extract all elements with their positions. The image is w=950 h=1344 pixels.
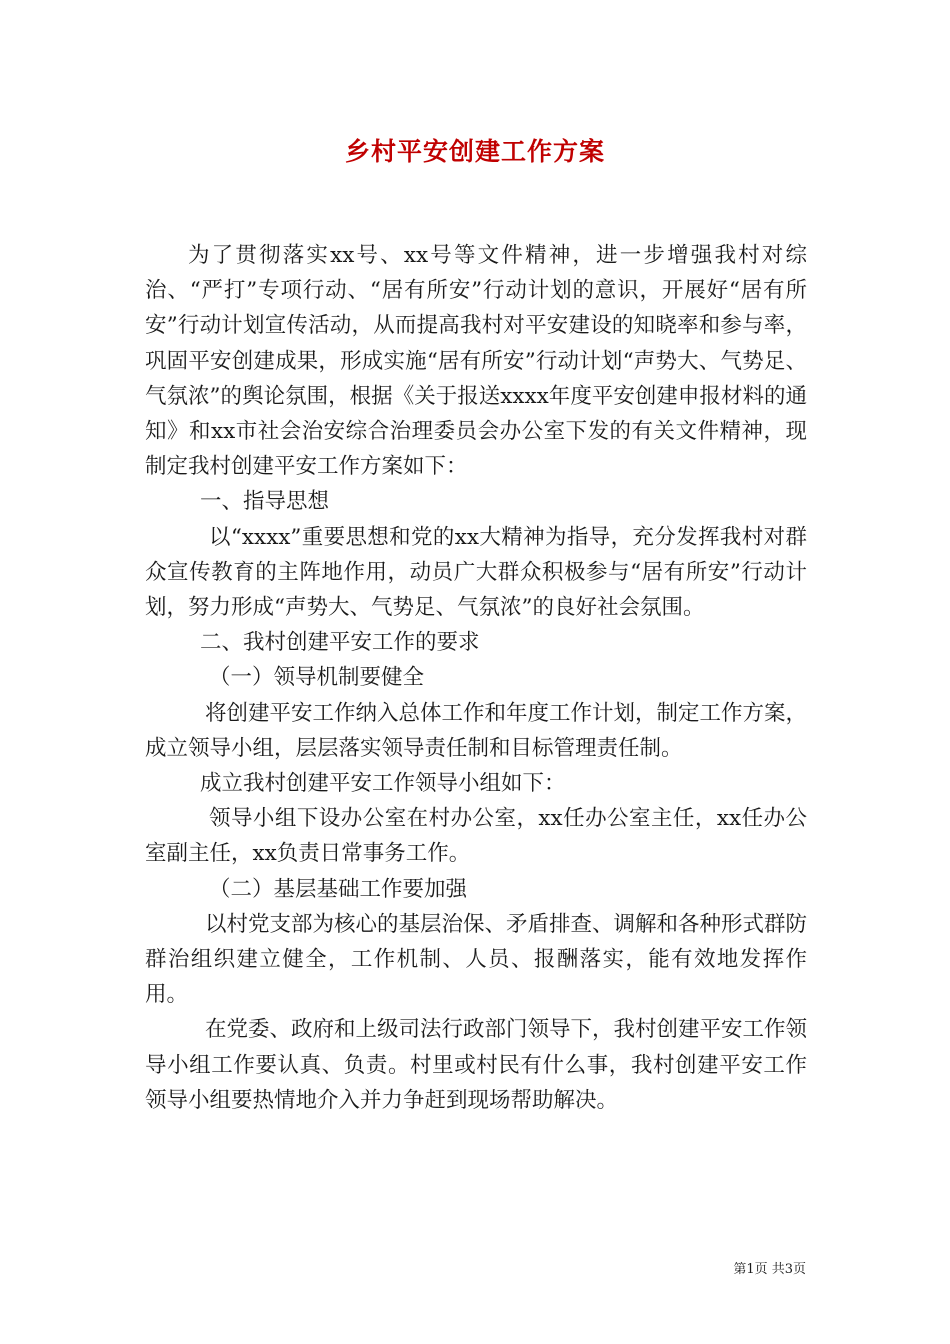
leadership-group-paragraph: 成立我村创建平安工作领导小组如下：: [200, 771, 566, 797]
intro-paragraph: 为了贯彻落实xx号、xx号等文件精神，进一步增强我村对综治、“严打”专项行动、“居有所安”行动计划的意识，开展好“居有所安”行动计划宣传活动，从而提高我村对平安建设的知晓率和参与率，巩固平安创建成果，形成实施“居有所安”行动计划“声势大、气势足、气氛浓”的舆论氛围，根据《关于报送xxxx年度平安创建申报材料的通知》和xx市社会治安综合治理委员会办公室下发的有关文件精神，现制定我村创建平安工作方案如下：: [145, 243, 807, 480]
office-paragraph: 领导小组下设办公室在村办公室，xx任办公室主任，xx任办公室副主任，xx负责日常事务工作。: [145, 806, 807, 867]
page-title: 乡村平安创建工作方案: [344, 137, 605, 166]
leadership-paragraph: 将创建平安工作纳入总体工作和年度工作计划，制定工作方案，成立领导小组，层层落实领导责任制和目标管理责任制。: [145, 700, 808, 761]
section-heading-1: 一、指导思想: [200, 489, 330, 515]
document-body: [145, 238, 807, 1118]
party-committee-paragraph: 在党委、政府和上级司法行政部门领导下，我村创建平安工作领导小组工作要认真、负责。村里或村民有什么事，我村创建平安工作领导小组要热情地介入并力争赶到现场帮助解决。: [145, 1017, 808, 1113]
guiding-thought-paragraph: 以“xxxx”重要思想和党的xx大精神为指导，充分发挥我村对群众宣传教育的主阵地作用，动员广大群众积极参与“居有所安”行动计划，努力形成“声势大、气势足、气氛浓”的良好社会氛围。: [145, 524, 807, 621]
page-number: 第1页 共3页: [733, 1262, 806, 1277]
grassroots-paragraph: 以村党支部为核心的基层治保、矛盾排查、调解和各种形式群防群治组织建立健全，工作机制、人员、报酬落实，能有效地发挥作用。: [145, 911, 808, 1008]
section-heading-2: 二、我村创建平安工作的要求: [200, 630, 480, 656]
subsection-heading-1: （一）领导机制要健全: [209, 665, 425, 691]
subsection-heading-2: （二）基层基础工作要加强: [209, 876, 468, 902]
